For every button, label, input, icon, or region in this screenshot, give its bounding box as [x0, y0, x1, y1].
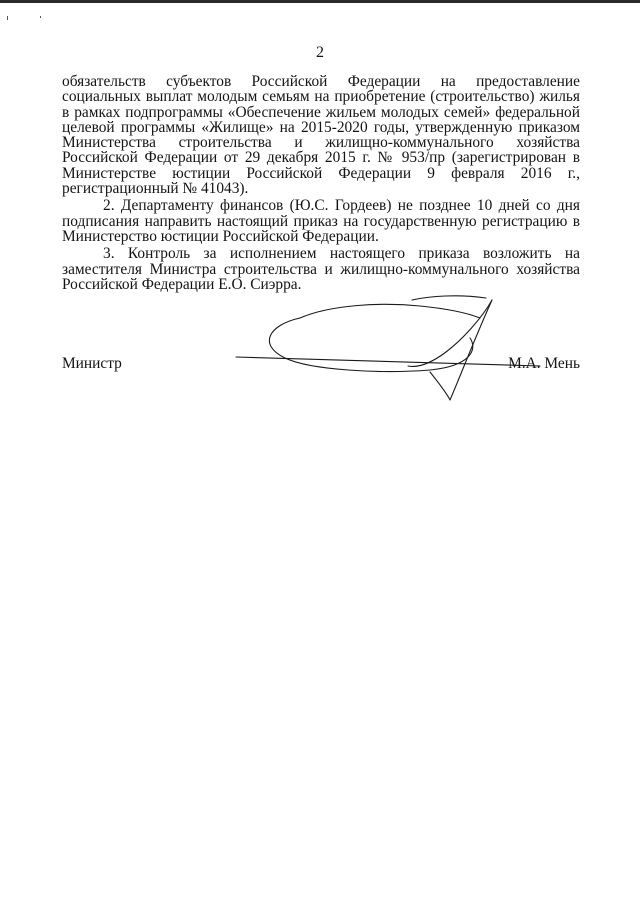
page-number: 2 — [316, 44, 324, 61]
scan-mark — [7, 16, 8, 20]
paragraph-continuation: обязательств субъектов Российской Федерации на предоставление социальных выплат молодым семьям на приобретение (строительство) жилья в рамках подпрограммы «Обеспечение жильем молодых семей» федеральной целевой программы «Жилище» на 2015-2020 годы, утвержденную приказом Министерства строительства и жилищно-коммунального хозяйства Российской Федерации от 29 декабря 2015 г. № 953/пр (зарегистрирован в Министерстве юстиции Российской Федерации 9 февраля 2016 г., регистрационный № 41043). — [62, 73, 580, 198]
signatory-name: М.А. Мень — [508, 355, 580, 372]
scan-mark — [40, 16, 41, 18]
paragraph-item-3: 3. Контроль за исполнением настоящего приказа возложить на заместителя Министра строительства и жилищно-коммунального хозяйства Российской Федерации Е.О. Сиэрра. — [62, 245, 580, 293]
signatory-title: Министр — [62, 355, 122, 372]
paragraph-item-2: 2. Департаменту финансов (Ю.С. Гордеев) не позднее 10 дней со дня подписания направить настоящий приказ на государственную регистрацию в Министерство юстиции Российской Федерации. — [62, 197, 580, 245]
document-body — [62, 74, 580, 292]
page-top-edge — [0, 0, 640, 3]
